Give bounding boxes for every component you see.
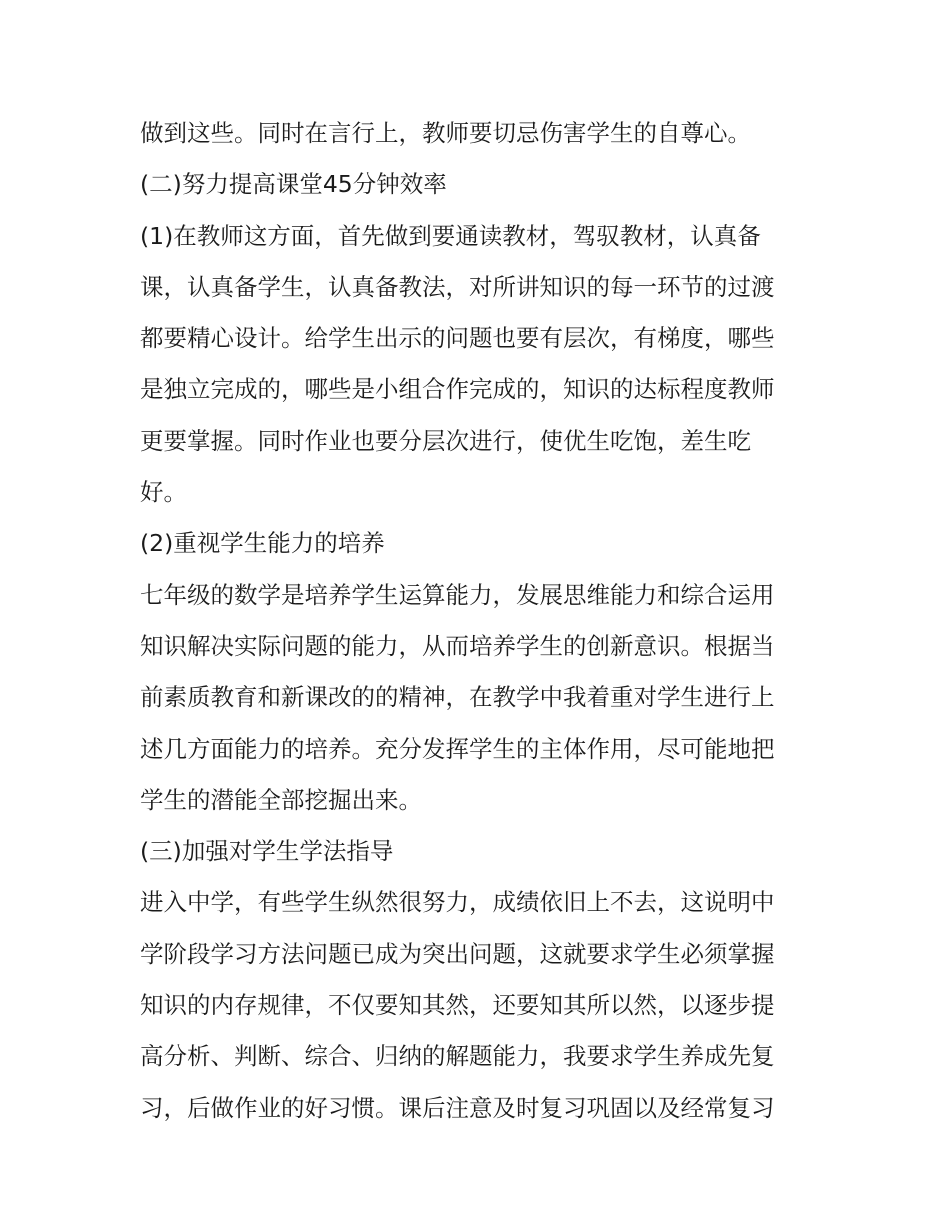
text-line: 七年级的数学是培养学生运算能力，发展思维能力和综合运用 xyxy=(140,580,775,609)
text-line: 是独立完成的，哪些是小组合作完成的，知识的达标程度教师 xyxy=(140,375,775,404)
document-body xyxy=(140,108,820,1134)
text-line: 前素质教育和新课改的的精神，在教学中我着重对学生进行上 xyxy=(140,683,775,712)
subsection-heading: (2)重视学生能力的培养 xyxy=(140,529,385,558)
section-heading: (二)努力提高课堂45分钟效率 xyxy=(140,170,447,199)
text-line: 课，认真备学生，认真备教法，对所讲知识的每一环节的过渡 xyxy=(140,272,775,301)
text-line: 更要掌握。同时作业也要分层次进行，使优生吃饱，差生吃 xyxy=(140,426,751,455)
text-line: 都要精心设计。给学生出示的问题也要有层次，有梯度，哪些 xyxy=(140,324,775,353)
section-heading: (三)加强对学生学法指导 xyxy=(140,837,394,866)
text-line: 知识的内存规律，不仅要知其然，还要知其所以然，以逐步提 xyxy=(140,991,775,1020)
text-line: (1)在教师这方面，首先做到要通读教材，驾驭教材，认真备 xyxy=(140,221,761,250)
text-line: 学生的潜能全部挖掘出来。 xyxy=(140,785,422,814)
text-line: 高分析、判断、综合、归纳的解题能力，我要求学生养成先复 xyxy=(140,1042,775,1071)
text-line: 做到这些。同时在言行上，教师要切忌伤害学生的自尊心。 xyxy=(140,119,751,147)
text-line: 知识解决实际问题的能力，从而培养学生的创新意识。根据当 xyxy=(140,631,775,660)
text-line: 学阶段学习方法问题已成为突出问题，这就要求学生必须掌握 xyxy=(140,939,775,968)
text-line: 好。 xyxy=(140,478,187,507)
text-line: 进入中学，有些学生纵然很努力，成绩依旧上不去，这说明中 xyxy=(140,888,775,917)
text-line: 习，后做作业的好习惯。课后注意及时复习巩固以及经常复习 xyxy=(140,1093,775,1122)
text-line: 述几方面能力的培养。充分发挥学生的主体作用，尽可能地把 xyxy=(140,734,775,763)
